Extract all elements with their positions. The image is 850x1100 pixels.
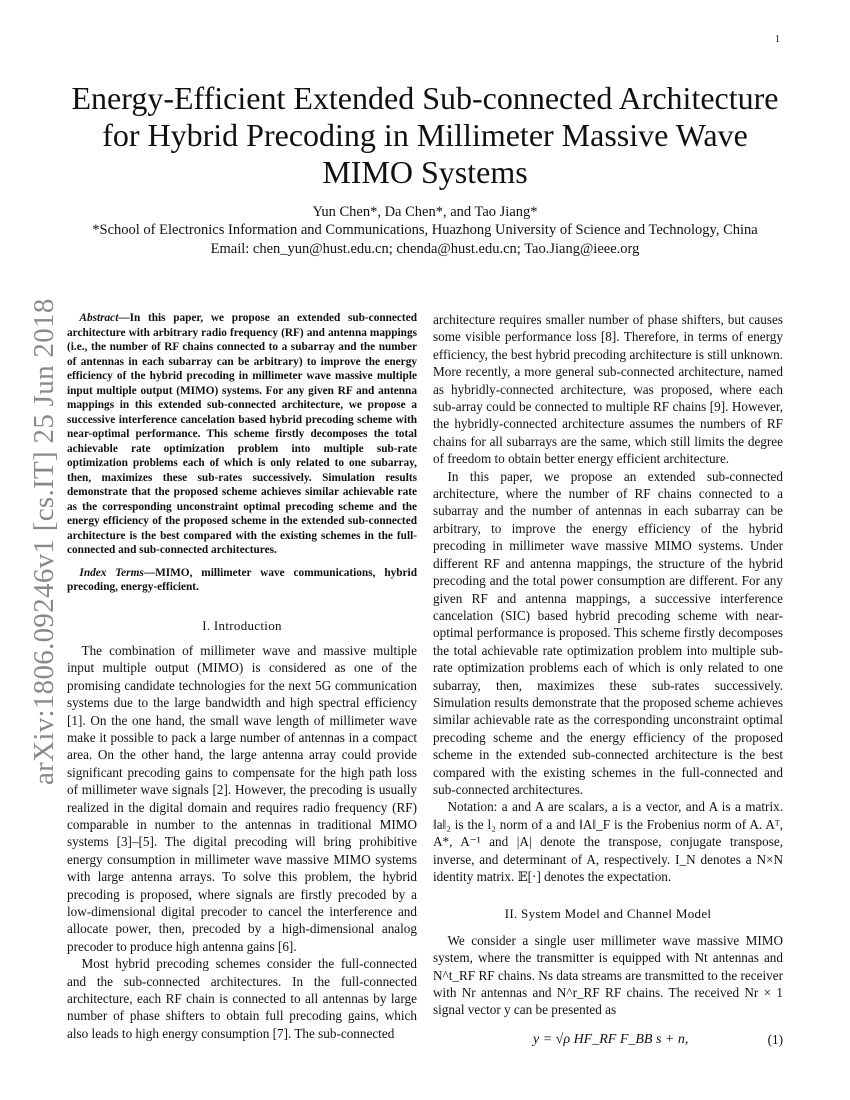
email-line: Email: chen_yun@hust.edu.cn; chenda@hust.edu.cn; Tao.Jiang@ieee.org [210, 241, 640, 257]
abstract-lead: Abstract [79, 312, 119, 324]
arxiv-stamp: arXiv:1806.09246v1 [cs.IT] 25 Jun 2018 [28, 298, 60, 785]
page-number: 1 [775, 34, 780, 45]
index-terms-lead: Index Terms [79, 566, 144, 579]
abstract-text: —In this paper, we propose an extended sub-connected architecture with arbitrary radio frequency (RF) and antenna mappings (i.e., the number of RF chains connected to a subarray and the number of antennas in each subarray can be arbitrary) to improve the energy efficiency of the hybrid precoding in millimeter wave massive multiple input multiple output (MIMO) systems. For any given RF and antenna mappings in this extended sub-connected architecture, we propose a successive interference cancelation based hybrid precoding scheme with near-optimal performance. This scheme firstly decomposes the total achievable rate optimization problem into multiple sub-rate optimization problems each of which is only related to one subarray, then, maximizes these sub-rates successively. Simulation results demonstrate that the proposed scheme achieves similar achievable rate as the corresponding unconstraint optimal precoding scheme and the energy efficiency of the proposed scheme in the extended sub-connected architecture is the best compared with the existing schemes in the full-connected and sub-connected architectures. [67, 312, 417, 556]
index-terms [67, 566, 417, 595]
equation-body: y = √ρ HF_RF F_BB s + n, [533, 1031, 689, 1047]
intro-paragraph: Most hybrid precoding schemes consider the full-connected and the sub-connected architectures. In the full-connected architecture, each RF chain is connected to all antennas by large number of phase shifters to obtain full precoding gains, which also leads to high energy consumption [7]. The sub-connected [67, 956, 417, 1041]
affiliation: *School of Electronics Information and Communications, Huazhong University of Science and Technology, China [92, 222, 758, 238]
body-paragraph: architecture requires smaller number of phase shifters, but causes some visible performance loss [8]. Therefore, in terms of energy efficiency, the best hybrid precoding architecture is still unknown. More recently, a more general sub-connected architecture, named as hybridly-connected architecture, was proposed, where each sub-array could be connected to multiple RF chains [9]. However, the hybridly-connected architecture assumes the numbers of RF chains for all subarrays are the same, which still limits the degree of freedom to obtain better energy efficient architecture. [433, 312, 783, 467]
right-column [433, 311, 783, 1055]
notation-paragraph: Notation: a and A are scalars, a is a vector, and A is a matrix. ‖a‖₂ is the l₂ norm of a and ‖A‖_F is the Frobenius norm of A. Aᵀ, A*, A⁻¹ and |A| denote the transpose, conjugate transpose, inverse, and determinant of A, respectively. I_N denotes a N×N identity matrix. 𝔼[·] denotes the expectation. [433, 799, 783, 884]
section-heading-system-model: II. System Model and Channel Model [504, 906, 712, 922]
index-terms-text: —MIMO, millimeter wave communications, hybrid precoding, energy-efficient. [67, 566, 417, 593]
body-paragraph: In this paper, we propose an extended sub-connected architecture, where the number of RF chains connected to a subarray and the number of antennas in each subarray can be arbitrary, to improve the energy efficiency of the hybrid precoding in millimeter wave massive MIMO systems. Under different RF and antenna mappings, the structure of the hybrid precoding and the total power consumption are different. For any given RF and antenna mappings, a successive interference cancelation (SIC) based hybrid precoding scheme with near-optimal performance is proposed. This scheme firstly decomposes the total achievable rate optimization problem into multiple sub-rate optimization problems each of which is only related to one subarray, then, maximizes these sub-rates successively. Simulation results demonstrate that the proposed scheme achieves similar achievable rate as the corresponding unconstraint optimal precoding scheme and the energy efficiency of the proposed scheme in the extended sub-connected architecture is the best compared with the existing schemes in the full-connected and sub-connected architectures. [433, 468, 783, 797]
system-model-paragraph: We consider a single user millimeter wave massive MIMO system, where the transmitter is equipped with Nt antennas and N^t_RF RF chains. Ns data streams are transmitted to the receiver with Nr antennas and N^r_RF RF chains. The received Nr × 1 signal vector y can be presented as [433, 932, 783, 1018]
abstract [67, 311, 417, 558]
author-list: Yun Chen*, Da Chen*, and Tao Jiang* [312, 204, 538, 220]
left-column [67, 311, 417, 1042]
intro-paragraph: The combination of millimeter wave and massive multiple input multiple output (MIMO) is considered as one of the promising candidate technologies for the next 5G communication systems due to the large bandwidth and high spectral efficiency [1]. On the one hand, the small wave length of millimeter wave make it possible to pack a large number of antennas in a compact area. On the other hand, the large antenna array could provide significant precoding gains to compensate for the high path loss of millimeter wave signals [2]. However, the precoding is usually realized in the digital domain and requires radio frequency (RF) comparable in number to the antennas in traditional MIMO systems [3]–[5]. The digital precoding will bring prohibitive energy consumption in millimeter wave massive MIMO systems with large antenna arrays. To solve this problem, the hybrid precoding is proposed, where signals are firstly precoded by a low-dimensional digital precoder to cancel the interference and allocate power, then, precoded by a high-dimensional analog precoder to produce high antenna gains [6]. [67, 642, 417, 954]
equation-1 [433, 1025, 783, 1055]
equation-number: (1) [767, 1031, 783, 1047]
section-heading-introduction: I. Introduction [202, 617, 282, 633]
paper-title: Energy-Efficient Extended Sub-connected Architecture for Hybrid Precoding in Millimeter Massive Wave MIMO Systems [71, 80, 779, 190]
